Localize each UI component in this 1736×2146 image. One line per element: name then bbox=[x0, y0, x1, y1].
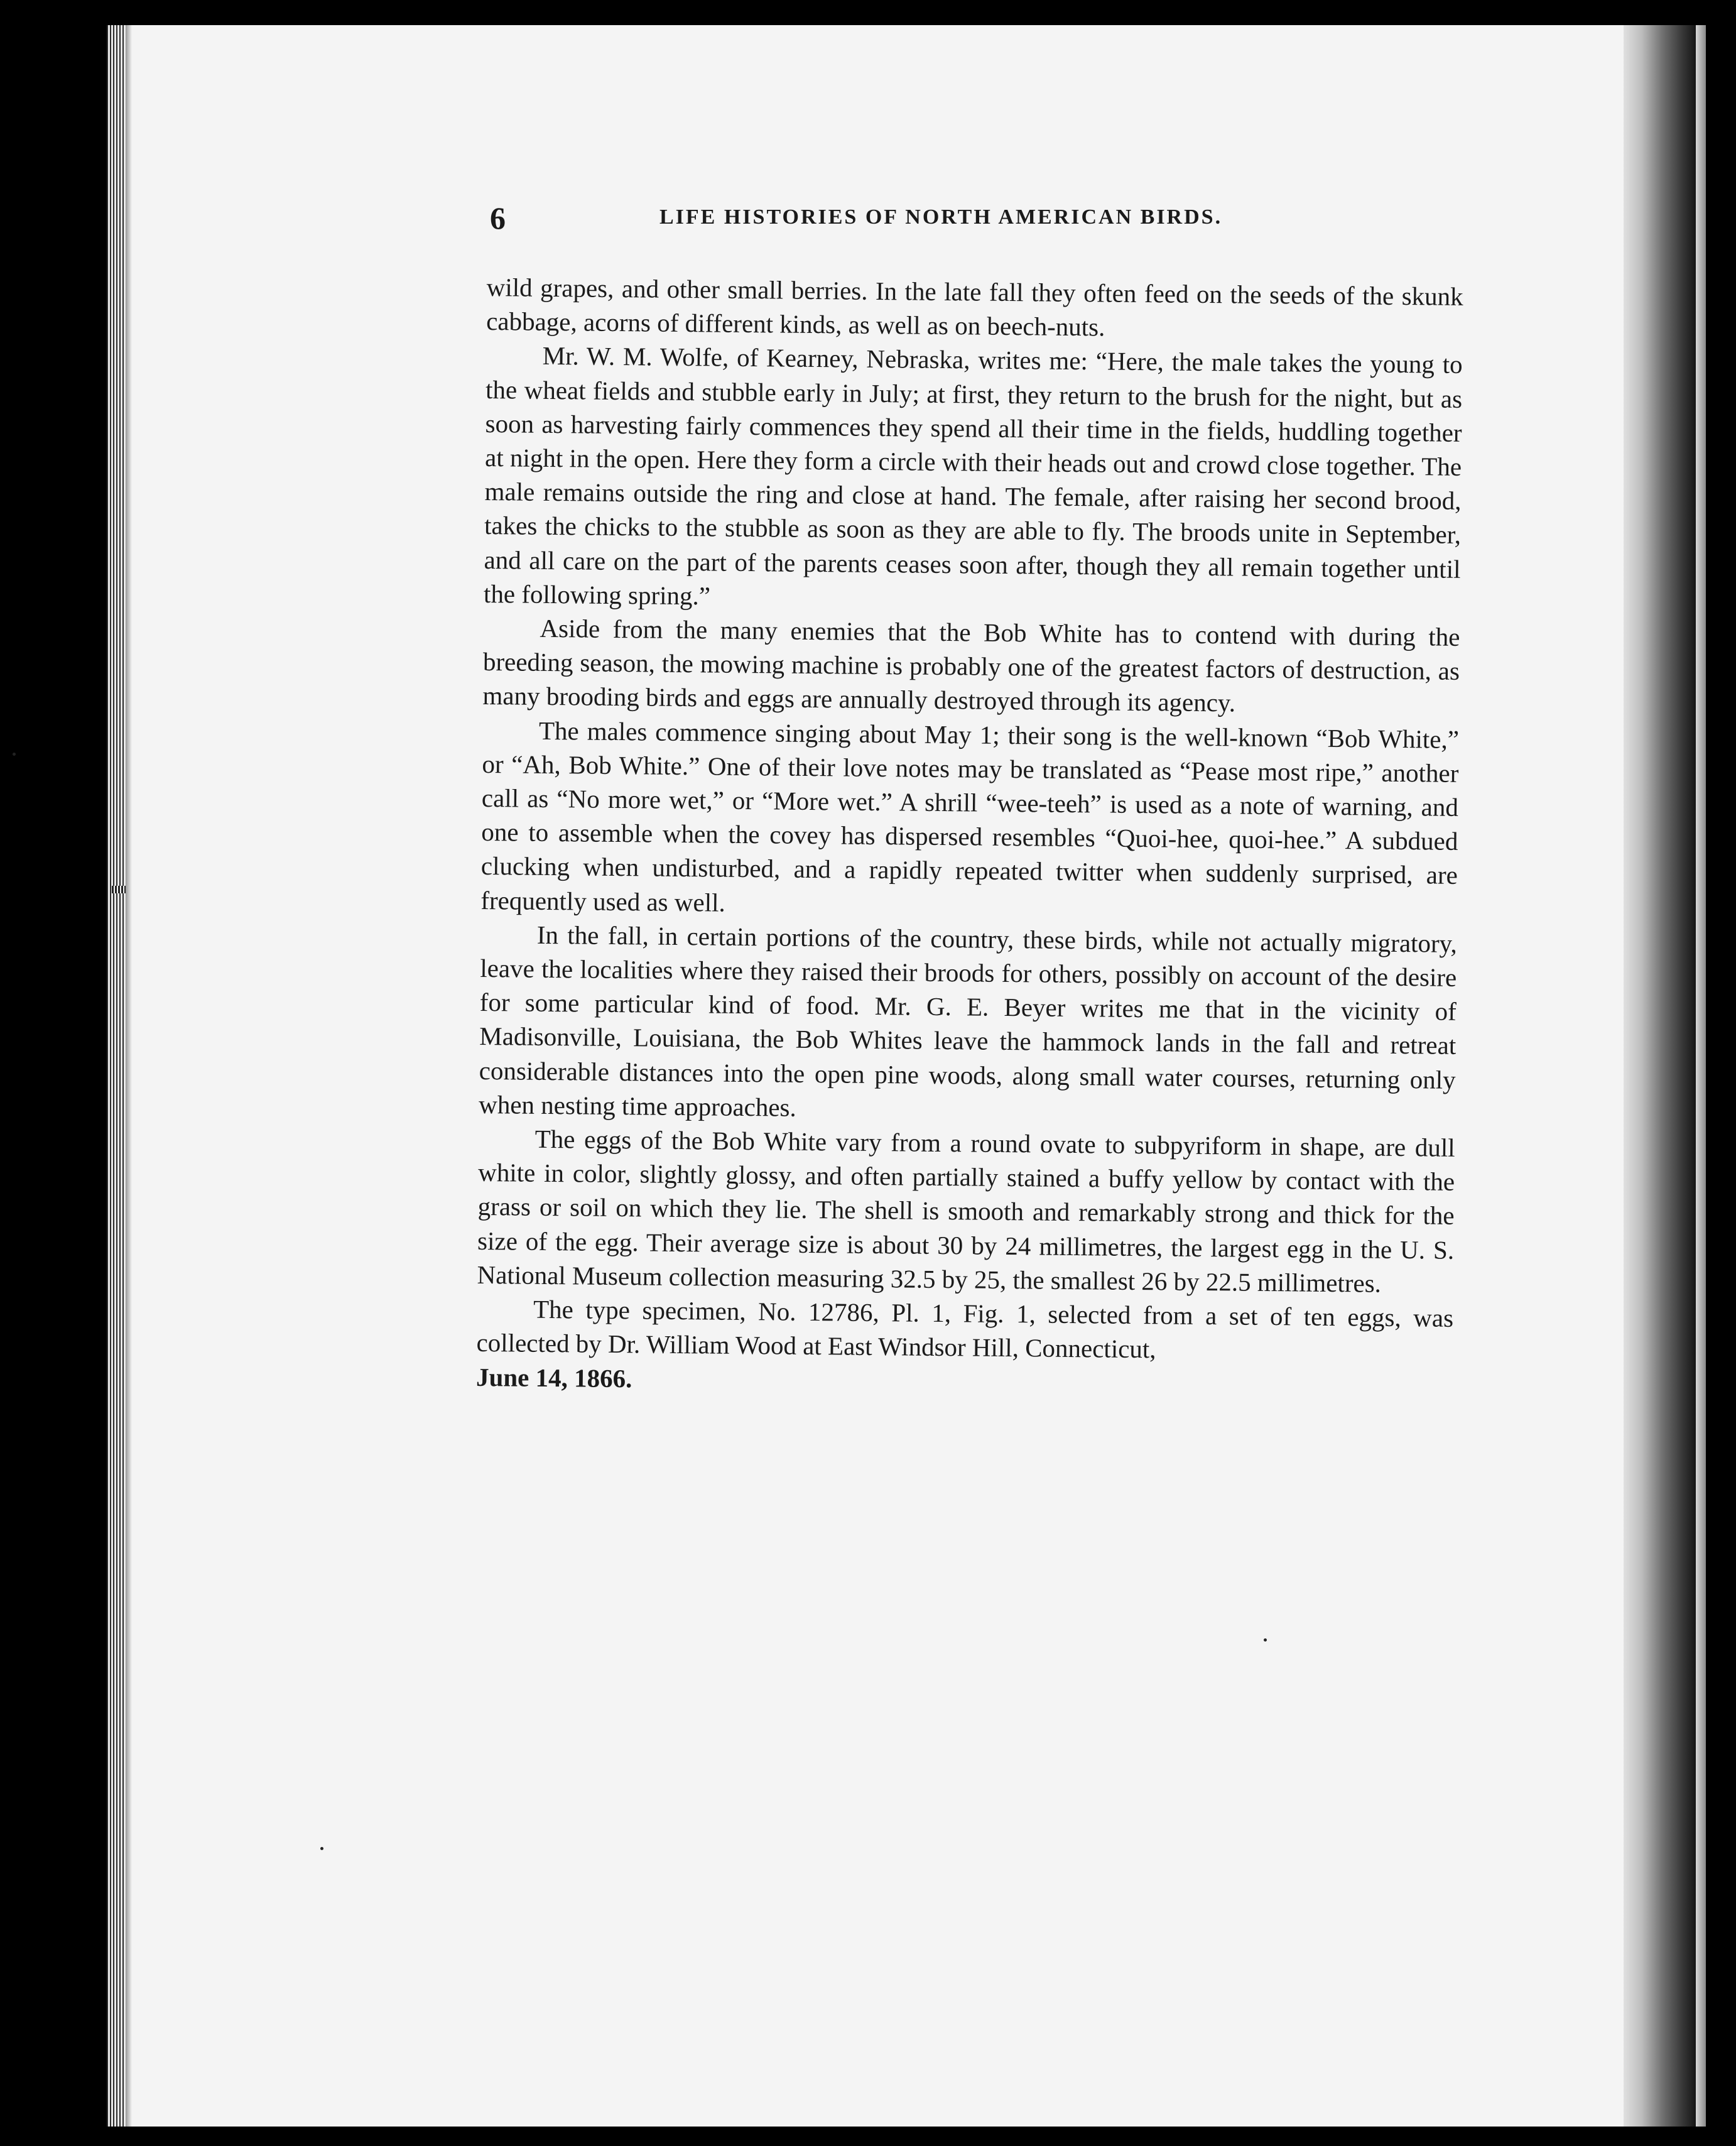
paragraph: wild grapes, and other small berries. In the late fall they often feed on the seeds of the skunk cabbage, acorns of different kinds, as well as on beech-nuts. bbox=[486, 272, 1463, 342]
paragraph-text: The type specimen, No. 12786, Pl. 1, Fig. 1, selected from a set of ten eggs, was collected by Dr. William Wood at East Windsor Hill, Connecticut, bbox=[476, 1294, 1454, 1364]
paragraph-final bbox=[476, 1292, 1453, 1403]
paragraph: Mr. W. M. Wolfe, of Kearney, Nebraska, writes me: “Here, the male takes the young to the wheat fields and stubble early in July; at first, they return to the brush for the night, but as soon as harvesting fairly commences they spend all their time in the fields, huddling together at night in the open. Here they form a circle with their heads out and crowd close together. The male remains outside the ring and close at hand. The female, after raising her second brood, takes the chicks to the stubble as soon as they are able to fly. The broods unite in September, and all care on the part of the parents ceases soon after, though they all remain together until the following spring.” bbox=[483, 341, 1463, 611]
page-curl-edge bbox=[1624, 25, 1696, 2127]
paragraph: Aside from the many enemies that the Bob White has to contend with during the breeding season, the mowing machine is probably one of the greatest factors of destruction, as many brooding birds and eggs are annually destroyed through its agency. bbox=[482, 613, 1460, 717]
running-head: LIFE HISTORIES OF NORTH AMERICAN BIRDS. bbox=[659, 205, 1223, 229]
paragraph: The males commence singing about May 1; their song is the well-known “Bob White,” or “Ah, Bob White.” One of their love notes may be translated as “Pease most ripe,” another call as “No more wet,” or “More wet.” A shrill “wee-teeh” is used as a note of warning, and one to assemble when the covey has dispersed resembles “Quoi-hee, quoi-hee.” A subdued clucking when undisturbed, and a rapidly repeated twitter when suddenly surprised, are frequently used as well. bbox=[480, 716, 1460, 917]
scan-speck bbox=[320, 1847, 323, 1850]
scan-speck bbox=[1264, 1638, 1267, 1642]
binding-edge bbox=[107, 25, 126, 2127]
paragraph: The eggs of the Bob White vary from a round ovate to subpyriform in shape, are dull white in color, slightly glossy, and often partially stained a buffy yellow by contact with the grass or soil on which they lie. The shell is smooth and remarkably strong and thick for the size of the egg. Their average size is about 30 by 24 millimetres, the largest egg in the U. S. National Museum collection measuring 32.5 by 25, the smallest 26 by 22.5 millimetres. bbox=[477, 1124, 1455, 1298]
page-curl-rim bbox=[1696, 25, 1706, 2127]
body-text bbox=[476, 270, 1463, 1403]
binding-shadow bbox=[126, 25, 132, 2127]
margin-mark bbox=[112, 886, 126, 893]
page-header bbox=[490, 200, 1313, 244]
scan-speck bbox=[13, 753, 16, 756]
paragraph: In the fall, in certain portions of the country, these birds, while not actually migratory, leave the localities where they raised their broods for others, possibly on account of the desire for some particular kind of food. Mr. G. E. Beyer writes me that in the vicinity of Madisonville, Louisiana, the Bob Whites leave the hammock lands in the fall and retreat considerable distances into the open pine woods, along small water courses, returning only when nesting time approaches. bbox=[479, 920, 1458, 1122]
page-number: 6 bbox=[490, 200, 506, 236]
specimen-date: June 14, 1866. bbox=[475, 1362, 632, 1393]
